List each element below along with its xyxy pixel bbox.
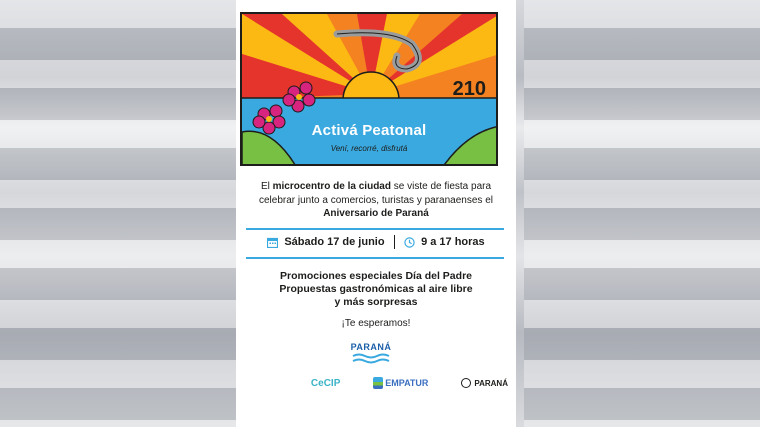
hero-subtitle: Vení, recorré, disfrutá xyxy=(330,144,408,153)
event-date: Sábado 17 de junio xyxy=(284,236,385,248)
cecip-logo: CeCIP xyxy=(310,377,341,389)
closing-text: ¡Te esperamos! xyxy=(341,318,411,329)
sponsor-logos xyxy=(244,372,508,394)
clock-icon xyxy=(404,237,415,248)
municipality-logo: PARANÁ xyxy=(461,372,508,394)
promo-line: y más sorpresas xyxy=(334,296,418,308)
promotions-list xyxy=(236,270,516,309)
city-logo: PARANÁ xyxy=(347,342,395,370)
waves-icon xyxy=(347,353,395,365)
intro-text: El microcentro de la ciudad se viste de fiesta para celebrar junto a comercios, turistas y paranaenses el Aniversario de Paraná xyxy=(258,181,493,219)
event-poster xyxy=(236,0,516,427)
hero-title: Activá Peatonal xyxy=(311,122,427,139)
hero-illustration xyxy=(240,12,498,166)
separator xyxy=(394,235,396,249)
divider xyxy=(246,257,504,259)
empatur-logo: EMPATUR xyxy=(373,372,428,394)
divider xyxy=(246,228,504,230)
anniversary-badge: 210 xyxy=(452,78,486,100)
event-hours: 9 a 17 horas xyxy=(421,236,485,248)
empatur-mark-icon xyxy=(373,377,383,389)
promo-line: Propuestas gastronómicas al aire libre xyxy=(279,283,473,295)
promo-line: Promociones especiales Día del Padre xyxy=(279,270,472,282)
government-logo xyxy=(244,373,278,393)
calendar-icon xyxy=(267,237,278,248)
seal-icon xyxy=(461,378,471,388)
event-schedule xyxy=(236,235,516,249)
